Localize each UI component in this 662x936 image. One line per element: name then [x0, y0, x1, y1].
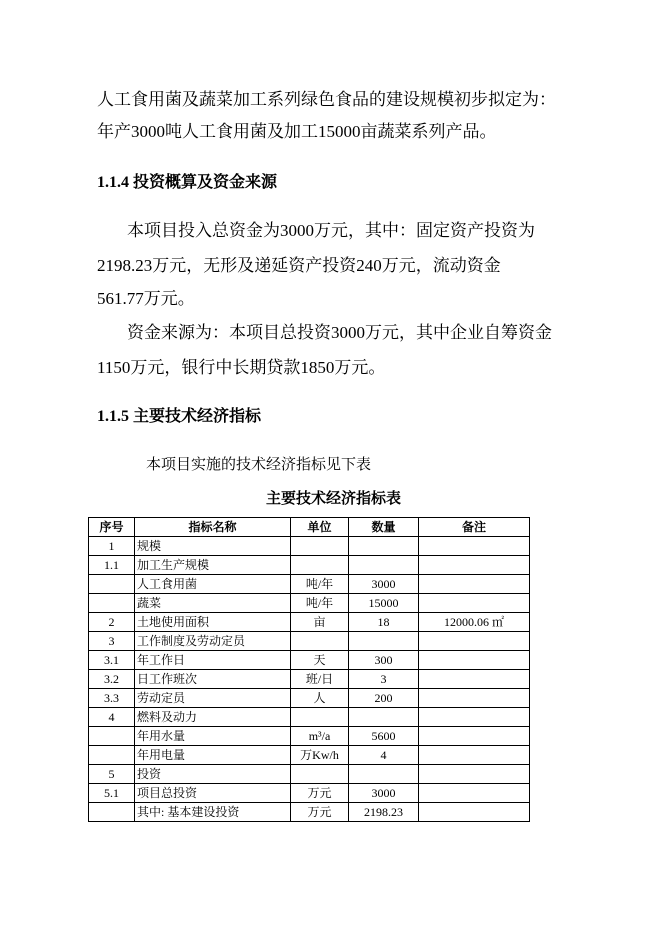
indicator-name-cell: 其中: 基本建设投资 — [135, 803, 291, 822]
unit-cell: 吨/年 — [291, 575, 349, 594]
unit-cell — [291, 632, 349, 651]
quantity-cell: 18 — [349, 613, 419, 632]
quantity-cell: 2198.23 — [349, 803, 419, 822]
quantity-cell: 200 — [349, 689, 419, 708]
section-heading-investment: 1.1.4 投资概算及资金来源 — [97, 174, 278, 191]
remark-cell — [419, 575, 530, 594]
unit-cell: 人 — [291, 689, 349, 708]
remark-cell — [419, 708, 530, 727]
quantity-cell — [349, 708, 419, 727]
remark-cell — [419, 689, 530, 708]
investment-para1-line1: 本项目投入总资金为3000万元，其中：固定资产投资为 — [127, 221, 535, 240]
indicator-name-cell: 年用电量 — [135, 746, 291, 765]
row-number-cell — [89, 746, 135, 765]
table-header-row — [89, 518, 530, 537]
indicator-name-cell: 土地使用面积 — [135, 613, 291, 632]
remark-cell — [419, 537, 530, 556]
row-number-cell: 5 — [89, 765, 135, 784]
section-heading-indicators: 1.1.5 主要技术经济指标 — [97, 408, 262, 425]
table-row — [89, 537, 530, 556]
intro-line-2: 年产3000吨人工食用菌及加工15000亩蔬菜系列产品。 — [97, 122, 497, 141]
remark-cell — [419, 746, 530, 765]
table-row — [89, 632, 530, 651]
indicator-name-cell: 人工食用菌 — [135, 575, 291, 594]
row-number-cell: 3.2 — [89, 670, 135, 689]
row-number-cell: 5.1 — [89, 784, 135, 803]
header-cell: 序号 — [89, 518, 135, 537]
row-number-cell: 3.3 — [89, 689, 135, 708]
remark-cell — [419, 556, 530, 575]
quantity-cell: 15000 — [349, 594, 419, 613]
unit-cell: 亩 — [291, 613, 349, 632]
remark-cell — [419, 670, 530, 689]
row-number-cell: 3.1 — [89, 651, 135, 670]
quantity-cell: 4 — [349, 746, 419, 765]
unit-cell: 万元 — [291, 803, 349, 822]
remark-cell: 12000.06 ㎡ — [419, 613, 530, 632]
quantity-cell — [349, 632, 419, 651]
investment-para2-line2: 1150万元，银行中长期贷款1850万元。 — [97, 358, 386, 377]
remark-cell — [419, 632, 530, 651]
unit-cell: m³/a — [291, 727, 349, 746]
table-title: 主要技术经济指标表 — [266, 491, 402, 507]
indicator-name-cell: 蔬菜 — [135, 594, 291, 613]
table-row — [89, 594, 530, 613]
investment-para2-line1: 资金来源为：本项目总投资3000万元，其中企业自筹资金 — [127, 323, 552, 342]
table-row — [89, 765, 530, 784]
remark-cell — [419, 651, 530, 670]
table-row — [89, 803, 530, 822]
header-cell: 单位 — [291, 518, 349, 537]
indicator-name-cell: 年用水量 — [135, 727, 291, 746]
unit-cell — [291, 765, 349, 784]
unit-cell — [291, 537, 349, 556]
investment-para1-line2: 2198.23万元，无形及递延资产投资240万元，流动资金 — [97, 256, 501, 275]
quantity-cell — [349, 537, 419, 556]
indicator-name-cell: 燃料及动力 — [135, 708, 291, 727]
table-row — [89, 708, 530, 727]
indicator-name-cell: 项目总投资 — [135, 784, 291, 803]
quantity-cell: 3 — [349, 670, 419, 689]
table-row — [89, 727, 530, 746]
row-number-cell — [89, 575, 135, 594]
indicator-table — [88, 517, 530, 822]
remark-cell — [419, 594, 530, 613]
header-cell: 备注 — [419, 518, 530, 537]
table-row — [89, 575, 530, 594]
unit-cell: 万Kw/h — [291, 746, 349, 765]
quantity-cell: 300 — [349, 651, 419, 670]
row-number-cell: 4 — [89, 708, 135, 727]
quantity-cell: 3000 — [349, 575, 419, 594]
row-number-cell: 2 — [89, 613, 135, 632]
intro-line-1: 人工食用菌及蔬菜加工系列绿色食品的建设规模初步拟定为： — [97, 90, 556, 109]
remark-cell — [419, 784, 530, 803]
remark-cell — [419, 803, 530, 822]
indicator-name-cell: 日工作班次 — [135, 670, 291, 689]
table-row — [89, 613, 530, 632]
unit-cell — [291, 708, 349, 727]
header-cell: 指标名称 — [135, 518, 291, 537]
table-row — [89, 784, 530, 803]
row-number-cell: 1.1 — [89, 556, 135, 575]
unit-cell: 吨/年 — [291, 594, 349, 613]
indicator-name-cell: 工作制度及劳动定员 — [135, 632, 291, 651]
indicator-name-cell: 投资 — [135, 765, 291, 784]
unit-cell: 万元 — [291, 784, 349, 803]
indicator-name-cell: 劳动定员 — [135, 689, 291, 708]
table-row — [89, 746, 530, 765]
remark-cell — [419, 765, 530, 784]
indicator-name-cell: 加工生产规模 — [135, 556, 291, 575]
remark-cell — [419, 727, 530, 746]
quantity-cell: 3000 — [349, 784, 419, 803]
quantity-cell — [349, 765, 419, 784]
investment-para1-line3: 561.77万元。 — [97, 289, 195, 308]
header-cell: 数量 — [349, 518, 419, 537]
indicator-name-cell: 年工作日 — [135, 651, 291, 670]
table-row — [89, 651, 530, 670]
row-number-cell: 3 — [89, 632, 135, 651]
row-number-cell — [89, 727, 135, 746]
quantity-cell — [349, 556, 419, 575]
table-row — [89, 556, 530, 575]
unit-cell: 天 — [291, 651, 349, 670]
row-number-cell — [89, 594, 135, 613]
table-row — [89, 670, 530, 689]
unit-cell — [291, 556, 349, 575]
indicator-name-cell: 规模 — [135, 537, 291, 556]
row-number-cell — [89, 803, 135, 822]
table-row — [89, 689, 530, 708]
table-caption: 本项目实施的技术经济指标见下表 — [146, 457, 372, 473]
quantity-cell: 5600 — [349, 727, 419, 746]
unit-cell: 班/日 — [291, 670, 349, 689]
row-number-cell: 1 — [89, 537, 135, 556]
